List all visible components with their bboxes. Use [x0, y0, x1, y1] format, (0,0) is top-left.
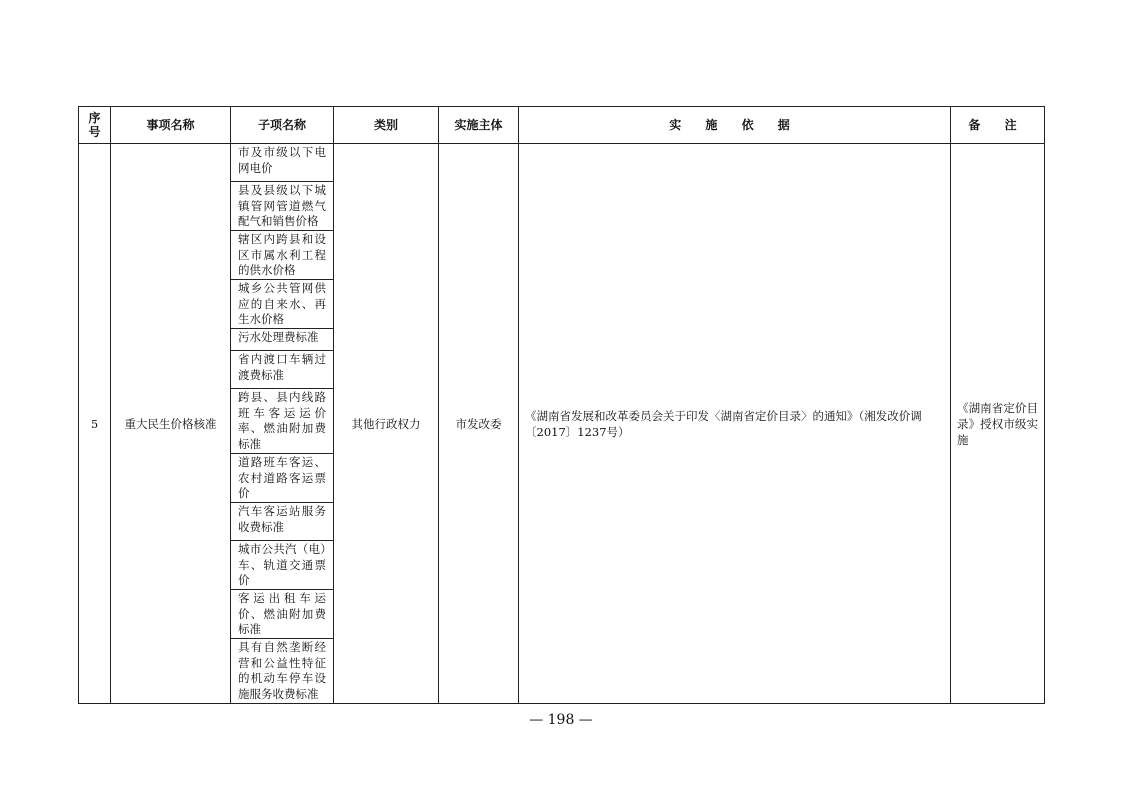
row-body: 市发改委 — [439, 144, 519, 704]
page-number: — 198 — — [529, 712, 593, 728]
catalog-table — [78, 106, 1045, 704]
header-category: 类别 — [334, 107, 439, 144]
header-sub: 子项名称 — [231, 107, 334, 144]
sub-item: 跨县、县内线路班车客运运价率、燃油附加费标准 — [231, 388, 333, 453]
sub-item: 辖区内跨县和设区市属水利工程的供水价格 — [231, 230, 333, 279]
sub-item: 县及县级以下城镇管网管道燃气配气和销售价格 — [231, 181, 333, 230]
sub-item: 道路班车客运、农村道路客运票价 — [231, 453, 333, 502]
sub-items-cell — [231, 144, 334, 704]
sub-item: 城市公共汽（电）车、轨道交通票价 — [231, 540, 333, 589]
header-row — [79, 107, 1045, 144]
sub-item: 省内渡口车辆过渡费标准 — [231, 350, 333, 388]
header-body: 实施主体 — [439, 107, 519, 144]
row-category: 其他行政权力 — [334, 144, 439, 704]
row-name: 重大民生价格核准 — [111, 144, 231, 704]
sub-item: 具有自然垄断经营和公益性特征的机动车停车设施服务收费标准 — [231, 638, 333, 703]
header-note: 备 注 — [951, 107, 1045, 144]
row-num: 5 — [79, 144, 111, 704]
sub-item: 市及市级以下电网电价 — [238, 145, 326, 175]
row-note: 《湖南省定价目录》授权市级实施 — [951, 144, 1045, 704]
sub-item: 客运出租车运价、燃油附加费标准 — [231, 589, 333, 638]
sub-item: 汽车客运站服务收费标准 — [231, 502, 333, 540]
row-basis: 《湖南省发展和改革委员会关于印发〈湖南省定价目录〉的通知》（湘发改价调〔2017〕1237号） — [519, 144, 951, 704]
table-row — [79, 144, 1045, 704]
header-name: 事项名称 — [111, 107, 231, 144]
header-basis: 实 施 依 据 — [519, 107, 951, 144]
sub-items-list — [231, 144, 333, 703]
header-num: 序号 — [79, 107, 111, 144]
sub-item: 污水处理费标准 — [231, 328, 333, 350]
sub-item: 城乡公共管网供应的自来水、再生水价格 — [231, 279, 333, 328]
